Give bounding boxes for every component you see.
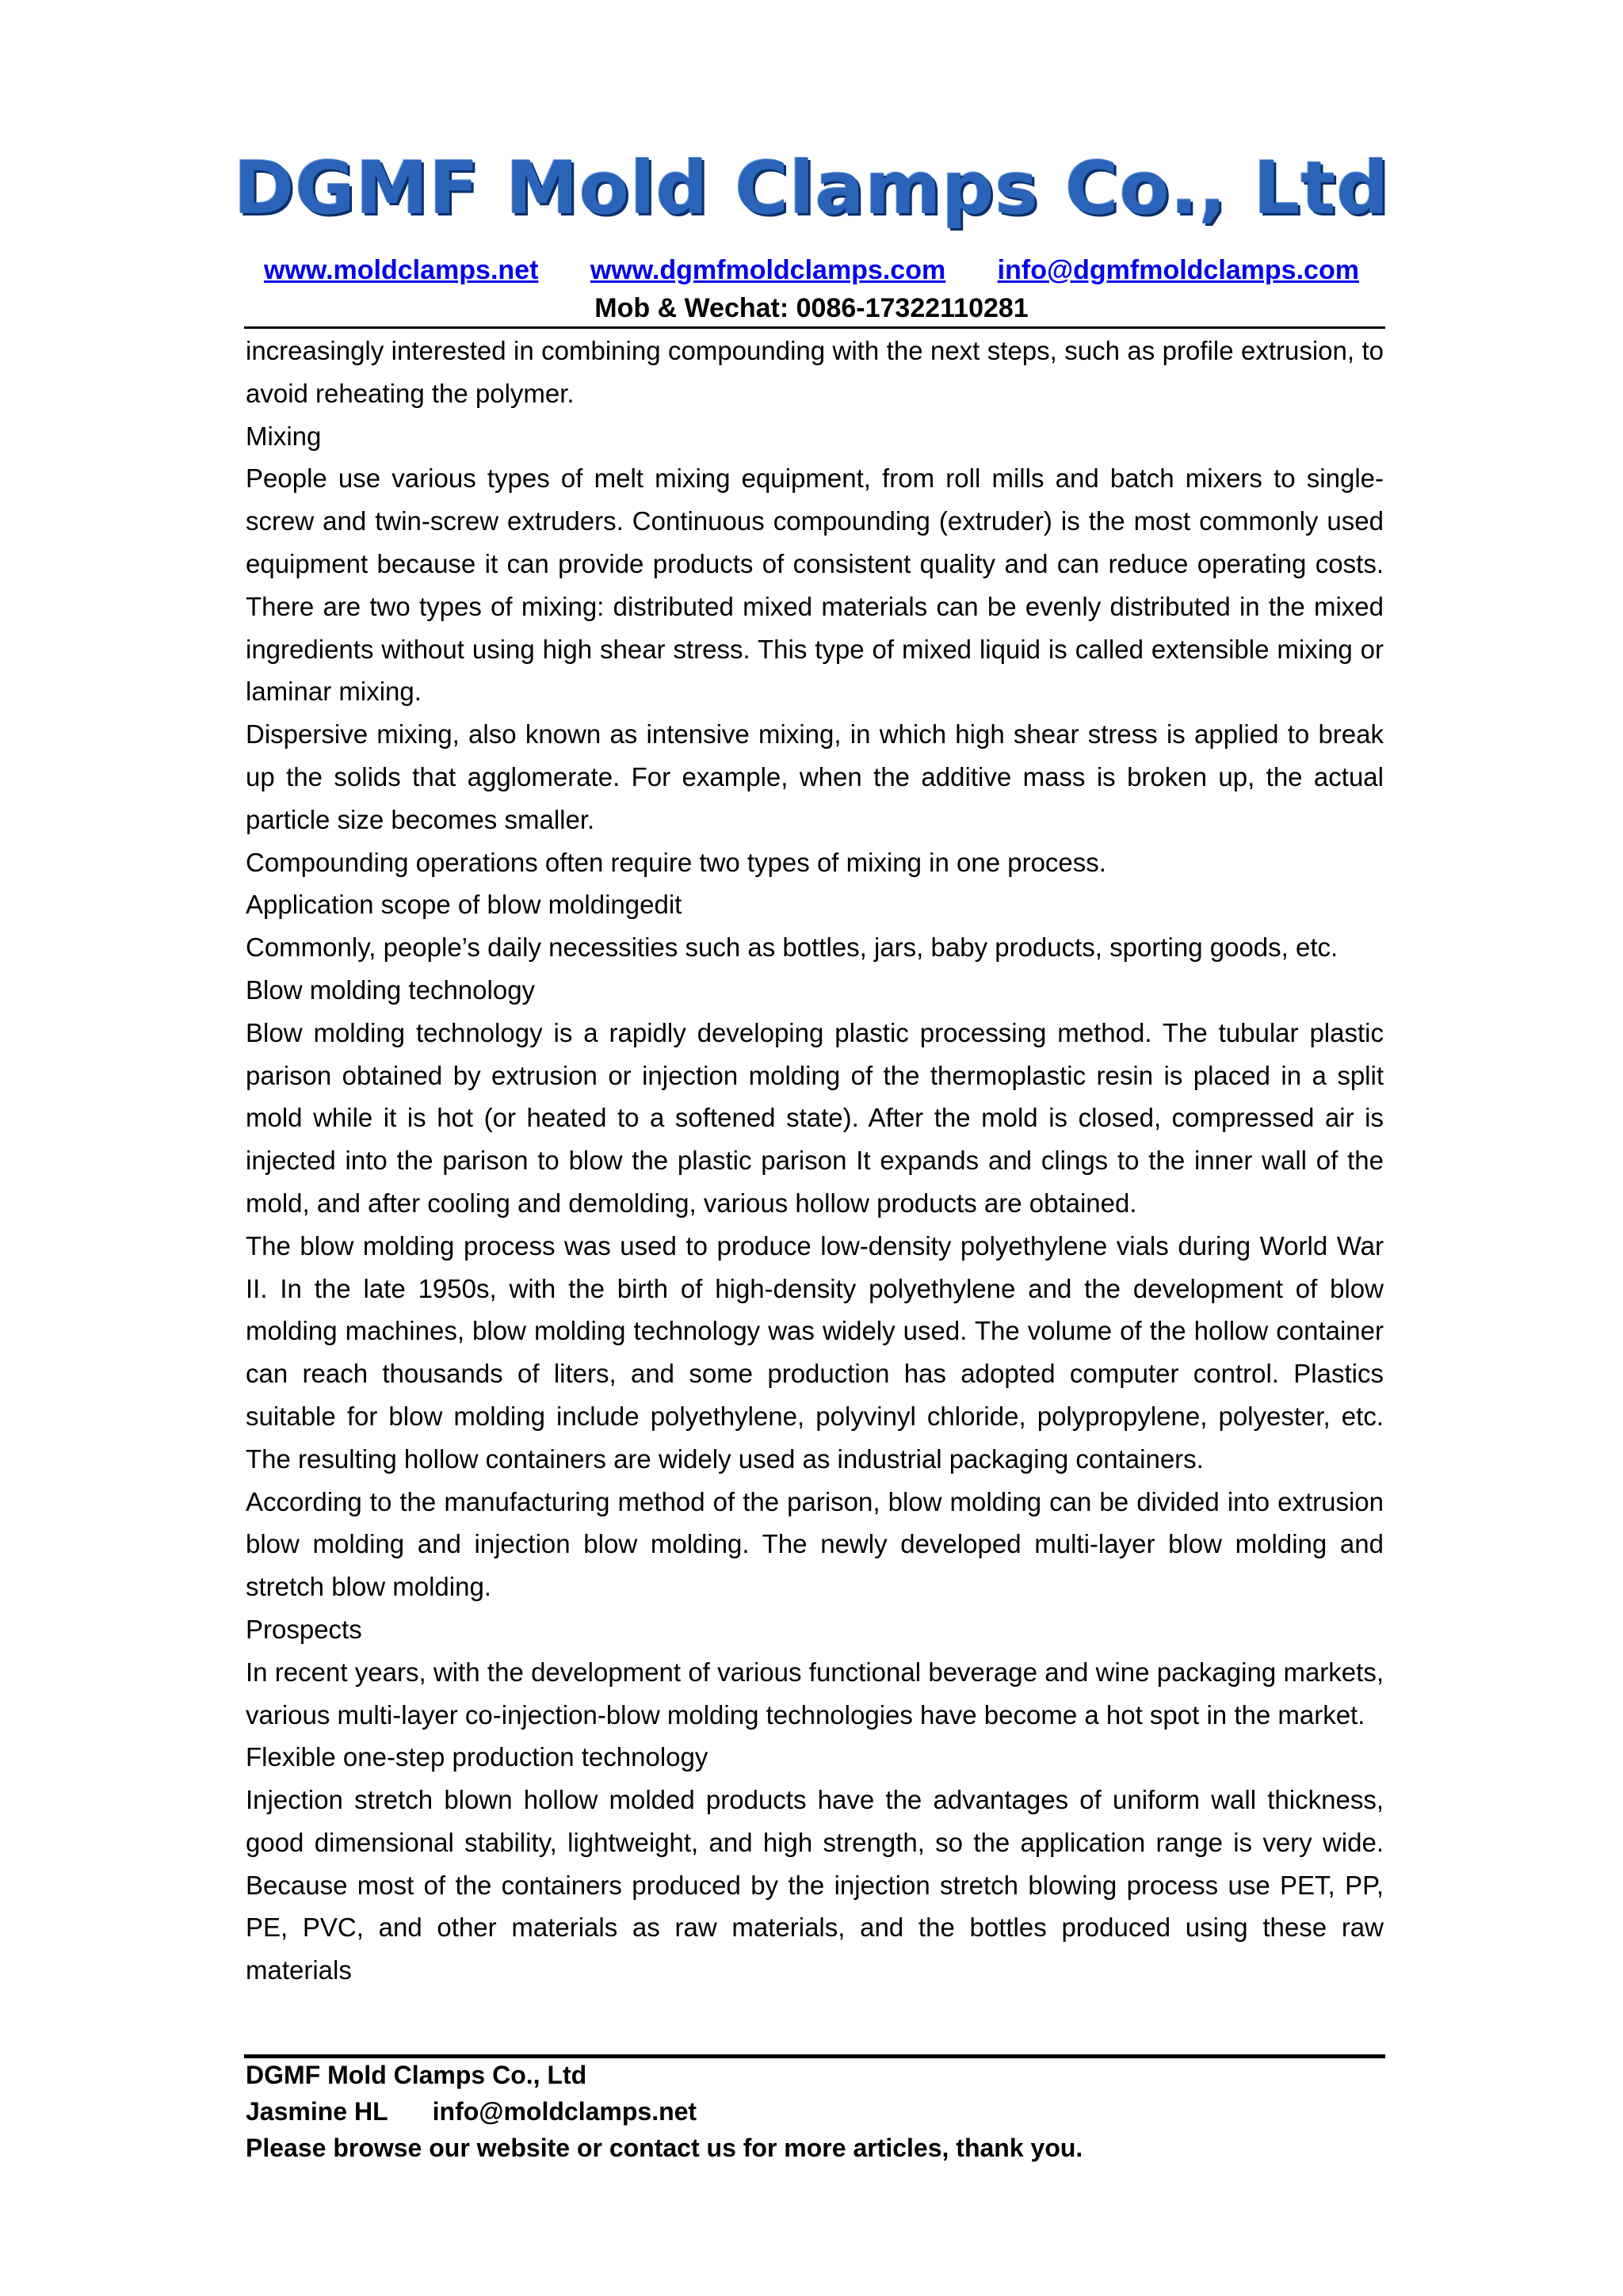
article-body: [246, 330, 1384, 1992]
section-heading: Blow molding technology: [246, 974, 536, 1005]
header-links: [0, 252, 1623, 288]
paragraph: In recent years, with the development of various functional beverage and wine packaging markets, various multi-layer co-injection-blow molding technologies have become a hot spot in the market.: [246, 1657, 1384, 1730]
paragraph: increasingly interested in combining compounding with the next steps, such as profile extrusion, to avoid reheating the polymer.: [246, 336, 1384, 408]
paragraph: Dispersive mixing, also known as intensive mixing, in which high shear stress is applied to break up the solids that agglomerate. For example, when the additive mass is broken up, the actual particle size becomes smaller.: [246, 719, 1384, 834]
section-heading: Application scope of blow moldingedit: [246, 890, 682, 920]
section-heading: Flexible one-step production technology: [246, 1742, 708, 1772]
section-heading: Mixing: [246, 421, 322, 451]
link-email[interactable]: info@dgmfmoldclamps.com: [997, 255, 1359, 285]
paragraph: According to the manufacturing method of the parison, blow molding can be divided into extrusion blow molding and injection blow molding. The newly developed multi-layer blow molding and stretch blow molding.: [246, 1486, 1384, 1602]
paragraph: The blow molding process was used to produce low-density polyethylene vials during World War II. In the late 1950s, with the birth of high-density polyethylene and the development of blow molding machines, blow molding technology was widely used. The volume of the hollow container can reach thousands of liters, and some production has adopted computer control. Plastics suitable for blow molding include polyethylene, polyvinyl chloride, polypropylene, polyester, etc. The resulting hollow containers are widely used as industrial packaging containers.: [246, 1230, 1384, 1474]
paragraph: People use various types of melt mixing equipment, from roll mills and batch mixers to single-screw and twin-screw extruders. Continuous compounding (extruder) is the most commonly used equipment because it can provide products of consistent quality and can reduce operating costs. There are two types of mixing: distributed mixed materials can be evenly distributed in the mixed ingredients without using high shear stress. This type of mixed liquid is called extensible mixing or laminar mixing.: [246, 463, 1384, 707]
link-moldclamps[interactable]: www.moldclamps.net: [264, 255, 539, 285]
page-footer: [246, 2057, 1083, 2166]
paragraph: Blow molding technology is a rapidly developing plastic processing method. The tubular plastic parison obtained by extrusion or injection molding of the thermoplastic resin is placed in a split mold while it is hot (or heated to a softened state). After the mold is closed, compressed air is injected into the parison to blow the plastic parison It expands and clings to the inner wall of the mold, and after cooling and demolding, various hollow products are obtained.: [246, 1017, 1384, 1218]
paragraph: Compounding operations often require two types of mixing in one process.: [246, 847, 1106, 877]
section-heading: Prospects: [246, 1614, 362, 1644]
footer-company: DGMF Mold Clamps Co., Ltd: [246, 2061, 587, 2089]
header-divider: [244, 326, 1385, 329]
footer-note: Please browse our website or contact us for more articles, thank you.: [246, 2134, 1083, 2162]
footer-contact-email: info@moldclamps.net: [432, 2097, 697, 2126]
paragraph: Injection stretch blown hollow molded products have the advantages of uniform wall thickness, good dimensional stability, lightweight, and high strength, so the application range is very wide. Because most of the containers produced by the injection stretch blowing process use PET, PP, PE, PVC, and other materials as raw materials, and the bottles produced using these raw materials: [246, 1785, 1384, 1985]
mob-wechat: Mob & Wechat: 0086-17322110281: [594, 293, 1029, 323]
link-dgmfmoldclamps[interactable]: www.dgmfmoldclamps.com: [590, 255, 946, 285]
company-logo: DGMF Mold Clamps Co., Ltd: [233, 146, 1390, 231]
footer-contact: [246, 2093, 1083, 2130]
footer-contact-name: Jasmine HL: [246, 2097, 388, 2126]
paragraph: Commonly, people’s daily necessities such as bottles, jars, baby products, sporting goods, etc.: [246, 933, 1338, 963]
